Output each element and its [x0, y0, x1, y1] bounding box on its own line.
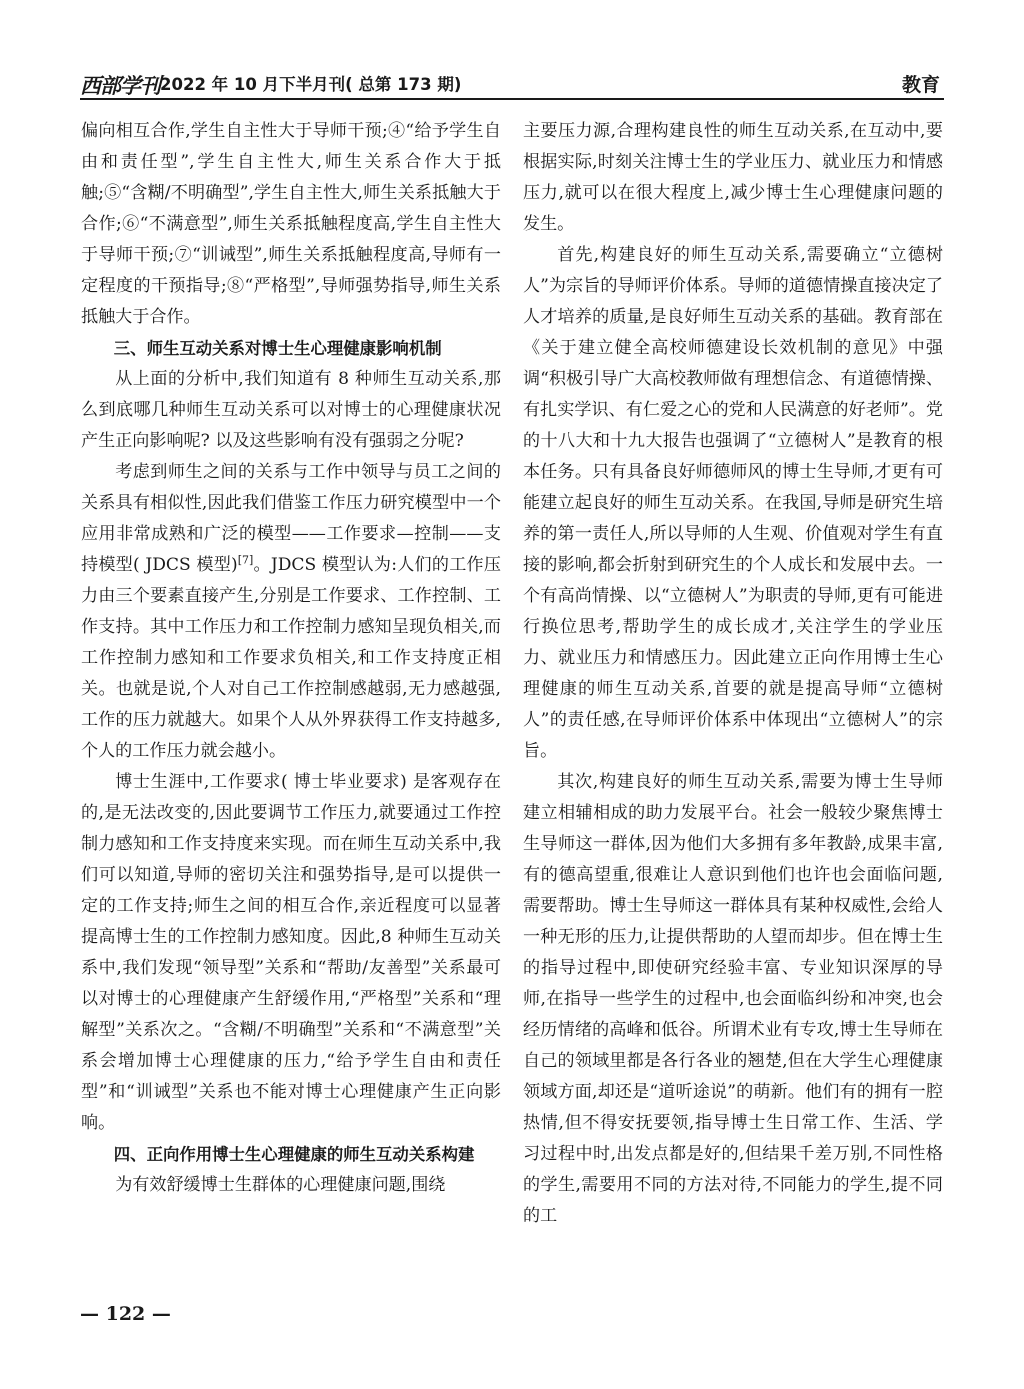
body-paragraph: 主要压力源,合理构建良性的师生互动关系,在互动中,要根据实际,时刻关注博士生的学业压力、就业压力和情感压力,就可以在很大程度上,减少博士生心理健康问题的发生。	[523, 121, 943, 234]
right-column	[523, 116, 943, 1232]
journal-issue: 2022 年 10 月下半月刊( 总第 173 期)	[160, 75, 462, 94]
body-paragraph: 为有效舒缓博士生群体的心理健康问题,围绕	[115, 1175, 446, 1195]
citation-reference[interactable]: [7]	[237, 553, 254, 567]
page-number: — 122 —	[80, 1303, 171, 1325]
running-header	[80, 64, 944, 100]
body-paragraph: 偏向相互合作,学生自主性大于导师干预;④“给予学生自由和责任型”,学生自主性大,师生关系合作大于抵触;⑤“含糊/不明确型”,学生自主性大,师生关系抵触大于合作;⑥“不满意型”,师生关系抵触程度高,学生自主性大于导师干预;⑦“训诫型”,师生关系抵触程度高,导师有一定程度的干预指导;⑧“严格型”,导师强势指导,师生关系抵触大于合作。	[81, 121, 501, 327]
body-paragraph: 从上面的分析中,我们知道有 8 种师生互动关系,那么到底哪几种师生互动关系可以对博士的心理健康状况产生正向影响呢? 以及这些影响有没有强弱之分呢?	[81, 369, 501, 451]
section-heading: 三、师生互动关系对博士生心理健康影响机制	[113, 339, 442, 358]
section-heading: 四、正向作用博士生心理健康的师生互动关系构建	[113, 1145, 475, 1164]
body-text: 。JDCS 模型认为:人们的工作压力由三个要素直接产生,分别是工作要求、工作控制、工作支持。其中工作压力和工作控制力感知呈现负相关,而工作控制力感知和工作要求负相关,和工作支持度正相关。也就是说,个人对自己工作控制感越弱,无力感越强,工作的压力就越大。如果个人从外界获得工作支持越多,个人的工作压力就会越小。	[81, 555, 501, 761]
body-paragraph	[81, 457, 501, 767]
journal-logo: 西部学刊	[80, 73, 160, 98]
body-paragraph: 博士生涯中,工作要求( 博士毕业要求) 是客观存在的,是无法改变的,因此要调节工作压力,就要通过工作控制力感知和工作支持度来实现。而在师生互动关系中,我们可以知道,导师的密切关注和强势指导,是可以提供一定的工作支持;师生之间的相互合作,亲近程度可以显著提高博士生的工作控制力感知度。因此,8 种师生互动关系中,我们发现“领导型”关系和“帮助/友善型”关系最可以对博士的心理健康产生舒缓作用,“严格型”关系和“理解型”关系次之。“含糊/不明确型”关系和“不满意型”关系会增加博士心理健康的压力,“给予学生自由和责任型”和“训诫型”关系也不能对博士心理健康产生正向影响。	[81, 772, 501, 1133]
body-paragraph: 首先,构建良好的师生互动关系,需要确立“立德树人”为宗旨的导师评价体系。导师的道德情操直接决定了人才培养的质量,是良好师生互动关系的基础。教育部在《关于建立健全高校师德建设长效机制的意见》中强调“积极引导广大高校教师做有理想信念、有道德情操、有扎实学识、有仁爱之心的党和人民满意的好老师”。党的十八大和十九大报告也强调了“立德树人”是教育的根本任务。只有具备良好师德师风的博士生导师,才更有可能建立起良好的师生互动关系。在我国,导师是研究生培养的第一责任人,所以导师的人生观、价值观对学生有直接的影响,都会折射到研究生的个人成长和发展中去。一个有高尚情操、以“立德树人”为职责的导师,更有可能进行换位思考,帮助学生的成长成才,关注学生的学业压力、就业压力和情感压力。因此建立正向作用博士生心理健康的师生互动关系,首要的就是提高导师“立德树人”的责任感,在导师评价体系中体现出“立德树人”的宗旨。	[523, 245, 943, 761]
section-name: 教育	[901, 74, 940, 96]
left-column	[81, 116, 501, 1201]
body-text: 考虑到师生之间的关系与工作中领导与员工之间的关系具有相似性,因此我们借鉴工作压力研究模型中一个应用非常成熟和广泛的模型——工作要求—控制——支持模型( JDCS 模型)	[81, 462, 501, 575]
body-paragraph: 其次,构建良好的师生互动关系,需要为博士生导师建立相辅相成的助力发展平台。社会一般较少聚焦博士生导师这一群体,因为他们大多拥有多年教龄,成果丰富,有的德高望重,很难让人意识到他们也许也会面临问题,需要帮助。博士生导师这一群体具有某种权威性,会给人一种无形的压力,让提供帮助的人望而却步。但在博士生的指导过程中,即使研究经验丰富、专业知识深厚的导师,在指导一些学生的过程中,也会面临纠纷和冲突,也会经历情绪的高峰和低谷。所谓术业有专攻,博士生导师在自己的领域里都是各行各业的翘楚,但在大学生心理健康领域方面,却还是“道听途说”的萌新。他们有的拥有一腔热情,但不得安抚要领,指导博士生日常工作、生活、学习过程中时,出发点都是好的,但结果千差万别,不同性格的学生,需要用不同的方法对待,不同能力的学生,提不同的工	[523, 772, 943, 1226]
